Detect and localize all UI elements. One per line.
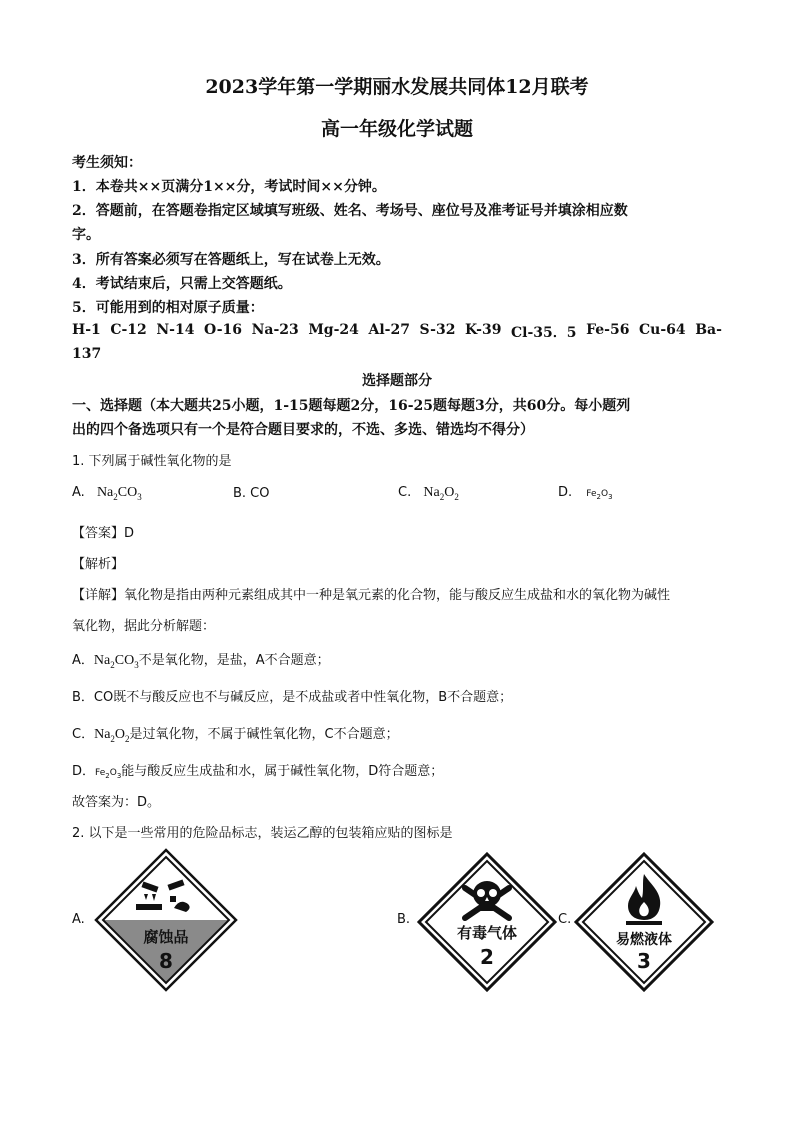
notice-item-2: 2．答题前，在答题卷指定区域填写班级、姓名、考场号、座位号及准考证号并填涂相应数	[72, 203, 628, 219]
exam-title: 2023学年第一学期丽水发展共同体12月联考	[205, 76, 589, 98]
atomic-mass-list	[72, 322, 722, 342]
mass-fe: Fe-56	[586, 322, 630, 338]
explain-d-label: D．	[72, 764, 96, 779]
mass-s: S-32	[419, 322, 456, 338]
flammable-liquid-sign-graphic	[574, 852, 714, 992]
formula-na2o2-explain: $Na_2O_2$	[94, 727, 130, 744]
corrosive-sign	[94, 848, 238, 992]
formula-na2co3-explain: $Na_2CO_3$	[93, 653, 139, 670]
formula-fe2o3: $Fe_2O_3$	[586, 489, 613, 501]
flammable-liquid-class-number: 3	[637, 949, 651, 973]
corrosive-class-number: 8	[159, 949, 173, 973]
q2-option-a-label: A.	[72, 912, 85, 927]
formula-fe2o3-explain: $Fe_2O_3$	[95, 768, 122, 780]
flammable-liquid-sign	[574, 852, 714, 992]
q1-stem: 1. 下列属于碱性氧化物的是	[72, 454, 232, 469]
toxic-gas-class-number: 2	[480, 945, 494, 969]
notice-item-5: 5．可能用到的相对原子质量：	[72, 300, 264, 316]
mass-ba: Ba-	[695, 322, 722, 338]
explain-c-text: 是过氧化物，不属于碱性氧化物，C不合题意；	[129, 727, 399, 742]
notice-item-2-cont: 字。	[72, 227, 100, 243]
section-heading: 一、选择题（本大题共25小题，1-15题每题2分，16-25题每题3分，共60分。每小题列	[72, 398, 631, 414]
section-heading-cont: 出的四个备选项只有一个是符合题目要求的，不选、多选、错选均不得分）	[72, 422, 534, 438]
explain-a-text: 不是氧化物，是盐，A不合题意；	[138, 653, 330, 668]
explain-c-label: C．	[72, 727, 95, 742]
toxic-gas-sign-graphic	[417, 852, 557, 992]
q1-option-d-label: D.	[558, 485, 573, 500]
q1-analysis-tag: 【解析】	[72, 557, 125, 572]
q1-answer: 【答案】D	[72, 526, 135, 541]
notice-item-4: 4．考试结束后，只需上交答题纸。	[72, 276, 292, 292]
q1-option-b: B. CO	[233, 486, 270, 501]
explain-a-label: A．	[72, 653, 94, 668]
q2-option-c-label: C.	[558, 912, 572, 927]
mass-n: N-14	[156, 322, 195, 338]
q1-detail-cont: 氧化物，据此分析解题：	[72, 619, 216, 634]
q1-detail: 【详解】氧化物是指由两种元素组成其中一种是氧元素的化合物，能与酸反应生成盐和水的氧化物为碱性	[72, 588, 671, 603]
q1-option-a	[72, 485, 142, 502]
q1-option-d	[558, 485, 613, 501]
q1-conclusion: 故答案为：D。	[72, 795, 161, 810]
part-title: 选择题部分	[362, 373, 432, 389]
toxic-gas-label: 有毒气体	[456, 924, 518, 942]
q1-explain-d	[72, 760, 443, 780]
q2-stem: 2. 以下是一些常用的危险品标志，装运乙醇的包装箱应贴的图标是	[72, 826, 453, 841]
mass-cu: Cu-64	[639, 322, 686, 338]
atomic-mass-cont: 137	[72, 346, 102, 362]
corrosive-label: 腐蚀品	[143, 928, 189, 946]
mass-k: K-39	[465, 322, 502, 338]
mass-mg: Mg-24	[308, 322, 359, 338]
notice-item-3: 3．所有答案必须写在答题纸上，写在试卷上无效。	[72, 252, 390, 268]
explain-d-text: 能与酸反应生成盐和水，属于碱性氧化物，D符合题意；	[121, 764, 444, 779]
mass-o: O-16	[204, 322, 243, 338]
q1-option-c-label: C.	[398, 485, 412, 500]
mass-na: Na-23	[251, 322, 299, 338]
q2-option-b-label: B.	[397, 912, 411, 927]
q1-explain-c	[72, 723, 399, 744]
exam-subtitle: 高一年级化学试题	[320, 118, 473, 140]
q1-explain-b: B．CO既不与酸反应也不与碱反应，是不成盐或者中性氧化物，B不合题意；	[72, 690, 513, 705]
q1-option-a-label: A.	[72, 485, 85, 500]
corrosive-sign-graphic	[94, 848, 238, 992]
mass-h: H-1	[72, 322, 101, 338]
q1-explain-a	[72, 649, 330, 670]
toxic-gas-sign	[417, 852, 557, 992]
notice-item-1: 1．本卷共××页满分1××分，考试时间××分钟。	[72, 179, 386, 195]
q1-option-c	[398, 485, 459, 502]
notice-heading: 考生须知：	[72, 155, 142, 171]
mass-c: C-12	[110, 322, 147, 338]
flammable-liquid-label: 易燃液体	[616, 932, 672, 948]
mass-al: Al-27	[368, 322, 410, 338]
formula-na2o2: $Na_2O_2$	[423, 485, 459, 502]
mass-cl: Cl-35．5	[511, 325, 577, 341]
formula-na2co3: $Na_2CO_3$	[96, 485, 142, 502]
